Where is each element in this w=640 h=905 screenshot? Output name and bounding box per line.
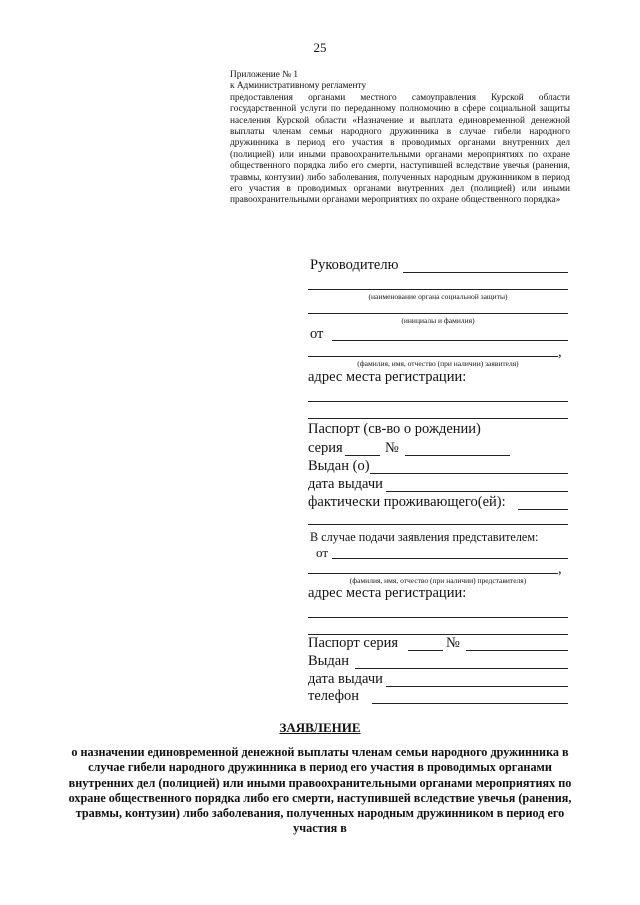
head-line[interactable] bbox=[403, 272, 568, 273]
fio-rep-comma: , bbox=[558, 561, 562, 577]
actual-residence-line-1[interactable] bbox=[518, 509, 568, 510]
appendix-block bbox=[230, 70, 570, 207]
issued-label: Выдан bbox=[308, 653, 349, 669]
page-number: 25 bbox=[313, 40, 327, 55]
reg-address-label: адрес места регистрации: bbox=[308, 369, 467, 385]
appendix-title: Приложение № 1 bbox=[230, 70, 299, 80]
reg-address-line-2[interactable] bbox=[308, 418, 568, 419]
head-label: Руководителю bbox=[310, 257, 399, 273]
series-label: серия bbox=[308, 440, 343, 456]
rep-note: В случае подачи заявления представителем: bbox=[310, 530, 539, 544]
fio-rep-line[interactable] bbox=[308, 573, 558, 574]
appendix-regulation: к Административному регламенту bbox=[230, 81, 367, 92]
actual-residence-label: фактически проживающего(ей): bbox=[308, 494, 506, 510]
number-line[interactable] bbox=[405, 455, 510, 456]
series-line[interactable] bbox=[345, 455, 380, 456]
org-line[interactable] bbox=[308, 289, 568, 290]
org-caption: (наименование органа социальной защиты) bbox=[368, 292, 508, 301]
from-rep-line[interactable] bbox=[332, 558, 568, 559]
statement-description: о назначении единовременной денежной выплаты членам семьи народного дружинника в случае гибели народного дружинника в период его участия в проводимых органами внутренних дел (полицией) или иными правоохранительными органами мероприятиях по охране общественного порядка либо его смерти, наступившей вследствие увечья (ранения, травмы, контузии) либо заболевания, полученных народным дружинником в период его участия в bbox=[68, 745, 572, 836]
issue-date-2-line[interactable] bbox=[386, 686, 568, 687]
issued-line[interactable] bbox=[355, 668, 568, 669]
reg-address-line-1[interactable] bbox=[308, 401, 568, 402]
passport-series-line[interactable] bbox=[408, 650, 443, 651]
appendix-body: предоставления органами местного самоуправления Курской области государственной услуги по переданному полномочию в сфере социальной защиты населения Курской области «Назначение и выплата единовременной денежной выплаты членам семьи народного дружинника в случае гибели народного дружинника в период его участия в проводимых органами внутренних дел (полицией) или иными правоохранительными органами мероприятиях по охране общественного порядка либо его смерти, наступившей вследствие увечья (ранения, травмы, контузии) либо заболевания, полученных народным дружинником в период его участия в проводимых органами внутренних дел (полицией) или иными правоохранительными органами мероприятиях по охране общественного порядка» bbox=[230, 92, 570, 206]
fio-caption: (фамилия, имя, отчество (при наличии) заявителя) bbox=[357, 359, 519, 368]
from-line[interactable] bbox=[332, 340, 568, 341]
reg-address-rep-line-1[interactable] bbox=[308, 617, 568, 618]
initials-caption: (инициалы и фамилия) bbox=[401, 316, 475, 325]
fio-rep-caption: (фамилия, имя, отчество (при наличии) представителя) bbox=[349, 576, 527, 585]
issued-o-line[interactable] bbox=[370, 473, 568, 474]
issue-date-2-label: дата выдачи bbox=[308, 671, 383, 687]
statement-title: ЗАЯВЛЕНИЕ bbox=[279, 720, 361, 735]
fio-comma: , bbox=[558, 344, 562, 360]
from-label-rep: от bbox=[316, 545, 329, 560]
initials-line[interactable] bbox=[308, 313, 568, 314]
phone-label: телефон bbox=[308, 688, 360, 704]
number-sign: № bbox=[385, 440, 399, 456]
passport-number-line[interactable] bbox=[466, 650, 568, 651]
issued-o-label: Выдан (о) bbox=[308, 458, 370, 474]
fio-line[interactable] bbox=[308, 356, 558, 357]
issue-date-line[interactable] bbox=[386, 491, 568, 492]
passport-series-label: Паспорт серия bbox=[308, 635, 399, 651]
number-sign-2: № bbox=[446, 635, 460, 651]
reg-address-rep-label: адрес места регистрации: bbox=[308, 585, 467, 601]
actual-residence-line-2[interactable] bbox=[308, 524, 568, 525]
from-label: от bbox=[310, 326, 324, 342]
issue-date-label: дата выдачи bbox=[308, 476, 383, 492]
passport-birth-label: Паспорт (св-во о рождении) bbox=[308, 421, 481, 437]
phone-line[interactable] bbox=[372, 703, 568, 704]
